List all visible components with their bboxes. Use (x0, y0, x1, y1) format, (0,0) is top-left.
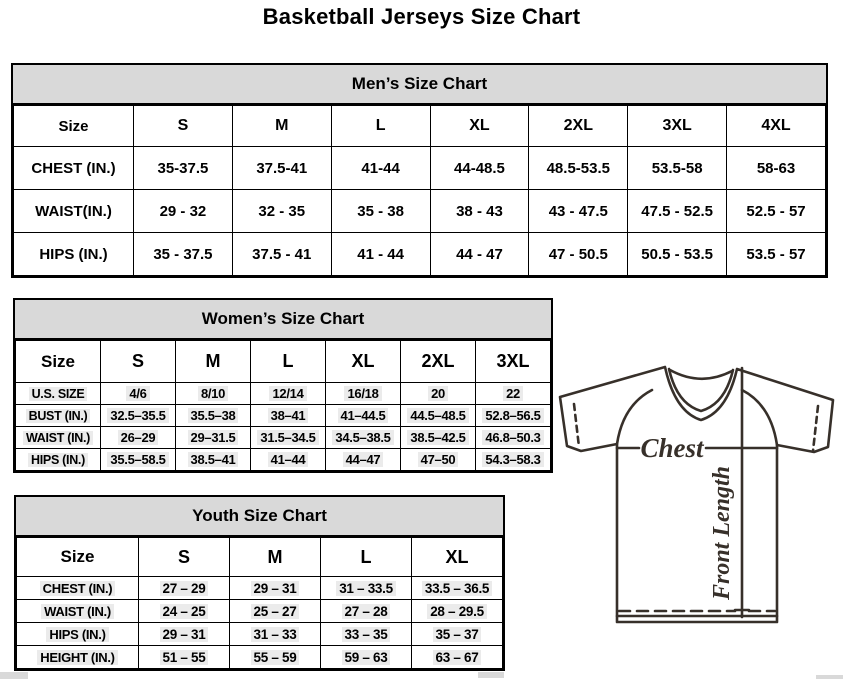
youth-value-cell (230, 646, 321, 669)
youth-row-label-text: HIPS (IN.) (46, 627, 108, 642)
mens-value-cell-text: 47.5 - 52.5 (641, 202, 713, 220)
mens-value-cell (727, 147, 826, 190)
mens-value-cell-text: 38 - 43 (456, 202, 503, 220)
youth-row-label-text: WAIST (IN.) (41, 604, 114, 619)
womens-value-cell (176, 383, 251, 405)
womens-value-cell-text: 44–47 (343, 452, 384, 467)
youth-value-cell (321, 600, 412, 623)
mens-value-cell (232, 147, 331, 190)
youth-value-cell (230, 623, 321, 646)
mens-column-header-XL: XL (430, 106, 529, 147)
mens-value-cell (430, 190, 529, 233)
mens-column-header-L: L (331, 106, 430, 147)
mens-value-cell (331, 147, 430, 190)
mens-value-cell (628, 190, 727, 233)
mens-value-cell (232, 190, 331, 233)
mens-value-cell (727, 233, 826, 276)
youth-table-row (17, 646, 503, 669)
youth-value-cell (412, 646, 503, 669)
womens-size-chart-table (13, 298, 553, 473)
mens-value-cell (134, 190, 233, 233)
womens-value-cell (176, 405, 251, 427)
womens-value-cell-text: 32.5–35.5 (107, 408, 168, 423)
mens-value-cell (134, 233, 233, 276)
youth-size-chart-table (14, 495, 505, 671)
mens-value-cell-text: 35-37.5 (157, 159, 209, 177)
womens-value-cell-text: 35.5–58.5 (107, 452, 168, 467)
womens-value-cell-text: 54.3–58.3 (482, 452, 543, 467)
mens-row-label-text: HIPS (IN.) (39, 245, 108, 263)
youth-table-row (17, 600, 503, 623)
womens-value-cell-text: 41–44.5 (338, 408, 389, 423)
youth-value-cell (139, 600, 230, 623)
mens-value-cell-text: 58-63 (756, 159, 796, 177)
youth-value-cell-text: 25 – 27 (251, 604, 300, 619)
womens-table-row (16, 449, 551, 471)
mens-value-cell (628, 147, 727, 190)
mens-row-label (14, 147, 134, 190)
womens-column-header-S: S (101, 341, 176, 383)
youth-value-cell-text: 55 – 59 (251, 650, 300, 665)
youth-value-cell-text: 29 – 31 (251, 581, 300, 596)
mens-table-row (14, 190, 826, 233)
youth-row-label (17, 577, 139, 600)
womens-value-cell (101, 449, 176, 471)
womens-value-cell (176, 449, 251, 471)
mens-value-cell-text: 53.5 - 57 (746, 245, 806, 263)
mens-row-label (14, 233, 134, 276)
mens-value-cell-text: 48.5-53.5 (546, 159, 610, 177)
womens-value-cell (401, 405, 476, 427)
womens-row-label (16, 405, 101, 427)
youth-column-header-M: M (230, 538, 321, 577)
mens-value-cell (430, 233, 529, 276)
womens-value-cell (401, 383, 476, 405)
youth-size-header: Size (17, 538, 139, 577)
youth-value-cell (412, 623, 503, 646)
womens-value-cell (476, 427, 551, 449)
youth-value-cell (139, 623, 230, 646)
youth-column-header-S: S (139, 538, 230, 577)
mens-value-cell (232, 233, 331, 276)
youth-value-cell-text: 35 – 37 (433, 627, 482, 642)
youth-value-cell-text: 59 – 63 (342, 650, 391, 665)
womens-row-label-text: HIPS (IN.) (28, 453, 88, 467)
youth-value-cell (139, 577, 230, 600)
youth-table-row (17, 577, 503, 600)
mens-size-chart-table (11, 63, 828, 278)
womens-row-label (16, 383, 101, 405)
womens-value-cell (101, 383, 176, 405)
mens-value-cell (331, 233, 430, 276)
mens-column-header-M: M (232, 106, 331, 147)
youth-column-header-XL: XL (412, 538, 503, 577)
mens-value-cell-text: 35 - 37.5 (153, 245, 213, 263)
womens-value-cell-text: 34.5–38.5 (332, 430, 393, 445)
womens-value-cell (251, 427, 326, 449)
mens-value-cell (529, 190, 628, 233)
womens-column-header-2XL: 2XL (401, 341, 476, 383)
womens-row-label-text: U.S. SIZE (29, 387, 88, 401)
womens-row-label (16, 427, 101, 449)
womens-value-cell-text: 20 (428, 386, 448, 401)
womens-row-label (16, 449, 101, 471)
youth-row-label (17, 600, 139, 623)
mens-table-row (14, 147, 826, 190)
womens-row-label-text: BUST (IN.) (26, 409, 91, 423)
mens-value-cell-text: 44 - 47 (456, 245, 503, 263)
mens-value-cell-text: 53.5-58 (651, 159, 703, 177)
youth-value-cell-text: 27 – 28 (342, 604, 391, 619)
jersey-outline (560, 367, 833, 622)
jersey-measurement-diagram (556, 360, 843, 632)
mens-value-cell (529, 233, 628, 276)
collar-back-line (670, 370, 732, 379)
mens-column-header-S: S (134, 106, 233, 147)
mens-row-label (14, 190, 134, 233)
mens-value-cell (628, 233, 727, 276)
womens-value-cell (326, 405, 401, 427)
youth-value-cell (412, 600, 503, 623)
mens-value-cell-text: 37.5-41 (256, 159, 308, 177)
womens-value-cell-text: 35.5–38 (188, 408, 239, 423)
mens-column-header-3XL: 3XL (628, 106, 727, 147)
scrollbar-fragment-left (0, 672, 28, 679)
mens-value-cell-text: 41-44 (361, 159, 400, 177)
youth-value-cell-text: 29 – 31 (160, 627, 209, 642)
mens-value-cell (134, 147, 233, 190)
mens-value-cell-text: 35 - 38 (357, 202, 404, 220)
mens-value-cell (331, 190, 430, 233)
mens-value-cell-text: 41 - 44 (357, 245, 404, 263)
womens-value-cell-text: 4/6 (126, 386, 149, 401)
womens-value-cell-text: 31.5–34.5 (257, 430, 318, 445)
womens-value-cell-text: 41–44 (268, 452, 309, 467)
youth-value-cell (230, 600, 321, 623)
mens-table-row (14, 233, 826, 276)
youth-row-label-text: CHEST (IN.) (40, 581, 116, 596)
page-title: Basketball Jerseys Size Chart (262, 4, 581, 29)
womens-row-label-text: WAIST (IN.) (23, 431, 93, 445)
youth-value-cell-text: 27 – 29 (160, 581, 209, 596)
scrollbar-fragment-middle (478, 672, 504, 678)
youth-table-row (17, 623, 503, 646)
mens-value-cell-text: 32 - 35 (258, 202, 306, 220)
womens-value-cell (326, 383, 401, 405)
womens-value-cell (401, 449, 476, 471)
mens-column-header-2XL: 2XL (529, 106, 628, 147)
womens-value-cell (251, 449, 326, 471)
womens-value-cell-text: 52.8–56.5 (482, 408, 543, 423)
mens-value-cell-text: 47 - 50.5 (548, 245, 608, 263)
womens-value-cell (251, 383, 326, 405)
youth-row-label (17, 646, 139, 669)
scrollbar-fragment-right (816, 675, 843, 679)
youth-value-cell-text: 33 – 35 (342, 627, 391, 642)
womens-value-cell (101, 427, 176, 449)
mens-value-cell-text: 52.5 - 57 (746, 202, 806, 220)
mens-size-header: Size (14, 106, 134, 147)
mens-value-cell-text: 29 - 32 (159, 202, 207, 220)
youth-row-label (17, 623, 139, 646)
womens-value-cell (101, 405, 176, 427)
womens-value-cell (476, 449, 551, 471)
womens-table-row (16, 405, 551, 427)
youth-value-cell (321, 577, 412, 600)
youth-value-cell (321, 623, 412, 646)
womens-value-cell (401, 427, 476, 449)
womens-value-cell-text: 46.8–50.3 (482, 430, 543, 445)
womens-value-cell-text: 38.5–41 (188, 452, 239, 467)
womens-value-cell (476, 383, 551, 405)
mens-value-cell (727, 190, 826, 233)
mens-row-label-text: WAIST(IN.) (35, 202, 112, 220)
youth-value-cell-text: 31 – 33.5 (336, 581, 396, 596)
mens-value-cell-text: 43 - 47.5 (548, 202, 608, 220)
youth-value-cell-text: 24 – 25 (160, 604, 209, 619)
womens-value-cell-text: 22 (503, 386, 523, 401)
mens-value-cell (529, 147, 628, 190)
youth-value-cell-text: 51 – 55 (160, 650, 209, 665)
womens-table-row (16, 427, 551, 449)
womens-value-cell-text: 12/14 (269, 386, 306, 401)
youth-chart-title: Youth Size Chart (16, 497, 503, 537)
chest-label: Chest (640, 433, 704, 463)
mens-column-header-4XL: 4XL (727, 106, 826, 147)
youth-column-header-L: L (321, 538, 412, 577)
womens-value-cell (176, 427, 251, 449)
mens-value-cell-text: 44-48.5 (454, 159, 505, 177)
womens-value-cell (476, 405, 551, 427)
youth-value-cell-text: 31 – 33 (251, 627, 300, 642)
mens-value-cell (430, 147, 529, 190)
womens-value-cell-text: 38.5–42.5 (407, 430, 468, 445)
womens-value-cell (326, 427, 401, 449)
womens-value-cell-text: 29–31.5 (188, 430, 239, 445)
youth-row-label-text: HEIGHT (IN.) (37, 650, 117, 665)
womens-value-cell (251, 405, 326, 427)
womens-value-cell-text: 26–29 (118, 430, 159, 445)
womens-column-header-M: M (176, 341, 251, 383)
womens-column-header-XL: XL (326, 341, 401, 383)
youth-value-cell (321, 646, 412, 669)
womens-value-cell-text: 44.5–48.5 (407, 408, 468, 423)
mens-value-cell-text: 37.5 - 41 (252, 245, 312, 263)
mens-value-cell-text: 50.5 - 53.5 (641, 245, 713, 263)
youth-value-cell-text: 28 – 29.5 (427, 604, 487, 619)
youth-value-cell-text: 63 – 67 (433, 650, 482, 665)
womens-table-row (16, 383, 551, 405)
youth-value-cell (412, 577, 503, 600)
youth-value-cell (139, 646, 230, 669)
womens-chart-title: Women’s Size Chart (15, 300, 551, 340)
front-length-label: Front Length (709, 465, 735, 601)
youth-value-cell-text: 33.5 – 36.5 (422, 581, 492, 596)
womens-value-cell (326, 449, 401, 471)
mens-row-label-text: CHEST (IN.) (31, 159, 116, 177)
womens-value-cell-text: 16/18 (344, 386, 381, 401)
womens-value-cell-text: 47–50 (418, 452, 459, 467)
youth-value-cell (230, 577, 321, 600)
mens-chart-title: Men’s Size Chart (13, 65, 826, 105)
womens-column-header-3XL: 3XL (476, 341, 551, 383)
womens-column-header-L: L (251, 341, 326, 383)
womens-size-header: Size (16, 341, 101, 383)
womens-value-cell-text: 8/10 (198, 386, 228, 401)
womens-value-cell-text: 38–41 (268, 408, 309, 423)
